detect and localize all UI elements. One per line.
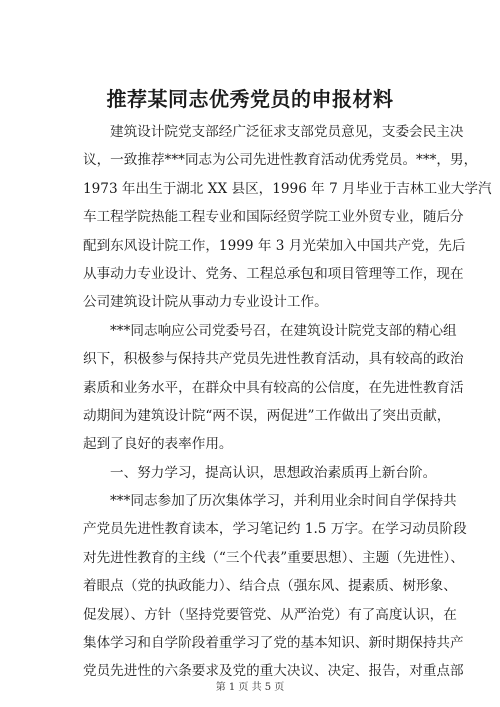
body-text-line: 配到东风设计院工作，1999 年 3 月光荣加入中国共产党，先后 <box>83 237 466 254</box>
body-text-line: 集体学习和自学阶段着重学习了党的基本知识、新时期保持共产 <box>83 635 464 652</box>
body-text-line: 车工程学院热能工程专业和国际经贸学院工业外贸专业，随后分 <box>83 209 464 226</box>
body-text-line: 产党员先进性教育读本，学习笔记约 1.5 万字。在学习动员阶段 <box>83 521 467 538</box>
body-text-line: ***同志响应公司党委号召，在建筑设计院党支部的精心组 <box>110 322 457 339</box>
body-text-line: 公司建筑设计院从事动力专业设计工作。 <box>83 294 328 311</box>
body-text-line: 着眼点（党的执政能力）、结合点（强东风、提素质、树形象、 <box>83 578 457 595</box>
body-text-line: 议，一致推荐***同志为公司先进性教育活动优秀党员。***，男， <box>83 152 478 169</box>
body-text-line: 党员先进性的六条要求及党的重大决议、决定、报告，对重点部 <box>83 663 464 680</box>
body-text-line: 建筑设计院党支部经广泛征求支部党员意见，支委会民主决 <box>110 124 464 140</box>
body-text-line: 动期间为建筑设计院“两不误，两促进”工作做出了突出贡献， <box>83 407 451 424</box>
body-text-line: 素质和业务水平，在群众中具有较高的公信度，在先进性教育活 <box>83 379 464 396</box>
page-number-footer: 第 1 页 共 5 页 <box>215 682 285 693</box>
body-text-line: 对先进性教育的主线（“三个代表”重要思想）、主题（先进性）、 <box>83 549 464 566</box>
body-text-line: 织下，积极参与保持共产党员先进性教育活动，具有较高的政治 <box>83 351 464 368</box>
body-text-line: 从事动力专业设计、党务、工程总承包和项目管理等工作，现在 <box>83 265 464 282</box>
body-text-line: 起到了良好的表率作用。 <box>83 436 233 453</box>
body-text-line: 1973 年出生于湖北 XX 县区，1996 年 7 月毕业于吉林工业大学汽 <box>83 180 492 197</box>
body-text-line: 一、努力学习，提高认识，思想政治素质再上新台阶。 <box>110 464 437 481</box>
document-body <box>83 118 492 686</box>
body-text-line: 促发展）、方针（坚持党要管党、从严治党）有了高度认识，在 <box>83 606 457 623</box>
body-text-line: ***同志参加了历次集体学习，并利用业余时间自学保持共 <box>110 493 457 510</box>
document-title: 推荐某同志优秀党员的申报材料 <box>106 87 394 111</box>
